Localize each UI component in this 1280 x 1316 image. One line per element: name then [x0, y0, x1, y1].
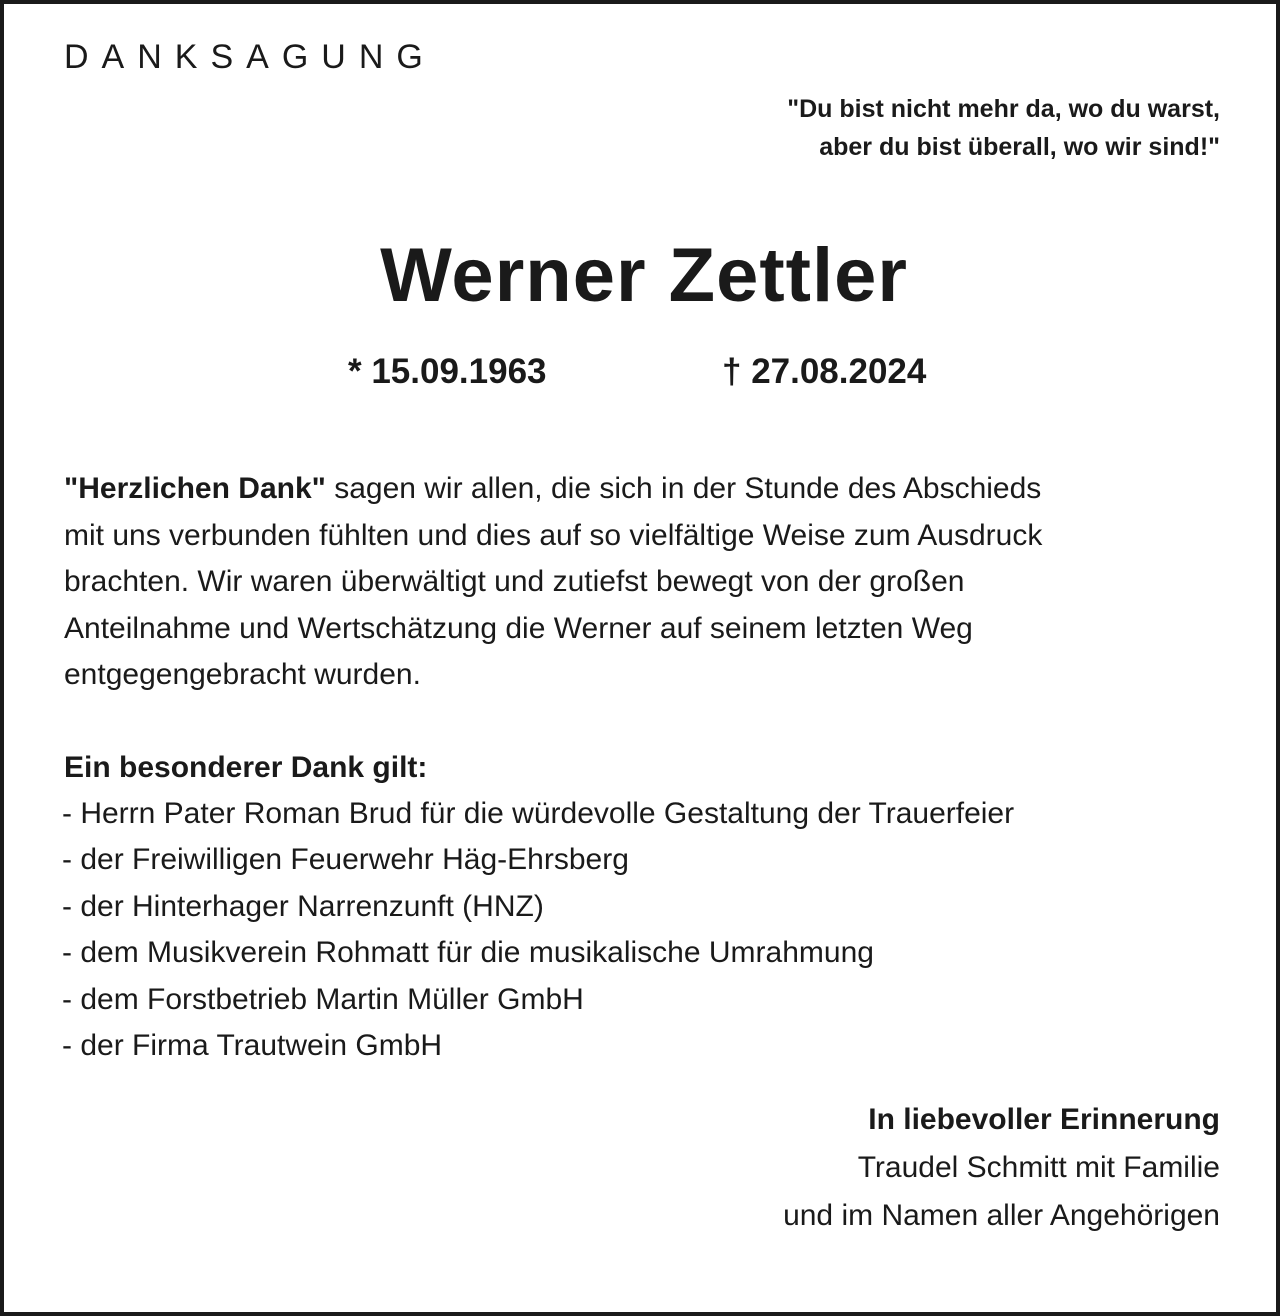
list-item: - dem Musikverein Rohmatt für die musikalische Umrahmung: [62, 936, 874, 970]
quote-line: "Du bist nicht mehr da, wo du warst,: [787, 95, 1220, 123]
thank-you-message: [64, 466, 1234, 699]
birth-date: * 15.09.1963: [348, 352, 547, 391]
closing-title: In liebevoller Erinnerung: [868, 1103, 1220, 1136]
message-line: mit uns verbunden fühlten und dies auf so vielfältige Weise zum Ausdruck: [64, 518, 1043, 552]
closing-signature: [783, 1096, 1220, 1240]
deceased-name: Werner Zettler: [380, 233, 908, 318]
death-date: † 27.08.2024: [722, 352, 927, 391]
message-lead-rest: sagen wir allen, die sich in der Stunde des Abschieds: [325, 472, 1042, 505]
list-item: - Herrn Pater Roman Brud für die würdevolle Gestaltung der Trauerfeier: [62, 797, 1015, 830]
message-line: [64, 466, 1234, 513]
list-item: - der Firma Trautwein GmbH: [62, 1029, 443, 1063]
memorial-quote: [787, 90, 1220, 166]
message-line: Anteilnahme und Wertschätzung die Werner auf seinem letzten Weg: [64, 611, 973, 645]
message-line: brachten. Wir waren überwältigt und zutiefst bewegt von der großen: [64, 565, 965, 598]
list-item: - der Hinterhager Narrenzunft (HNZ): [62, 889, 544, 923]
special-thanks-list: [62, 791, 1014, 1069]
message-lead: "Herzlichen Dank": [64, 472, 326, 505]
signature-line: Traudel Schmitt mit Familie: [857, 1151, 1220, 1184]
signature-line: und im Namen aller Angehörigen: [783, 1199, 1220, 1232]
quote-line: aber du bist überall, wo wir sind!": [819, 133, 1220, 161]
message-line: entgegengebracht wurden.: [64, 658, 421, 691]
list-item: - dem Forstbetrieb Martin Müller GmbH: [62, 982, 584, 1016]
special-thanks-heading: Ein besonderer Dank gilt:: [64, 751, 428, 784]
list-item: - der Freiwilligen Feuerwehr Häg-Ehrsberg: [62, 843, 629, 877]
notice-heading: DANKSAGUNG: [64, 38, 436, 76]
